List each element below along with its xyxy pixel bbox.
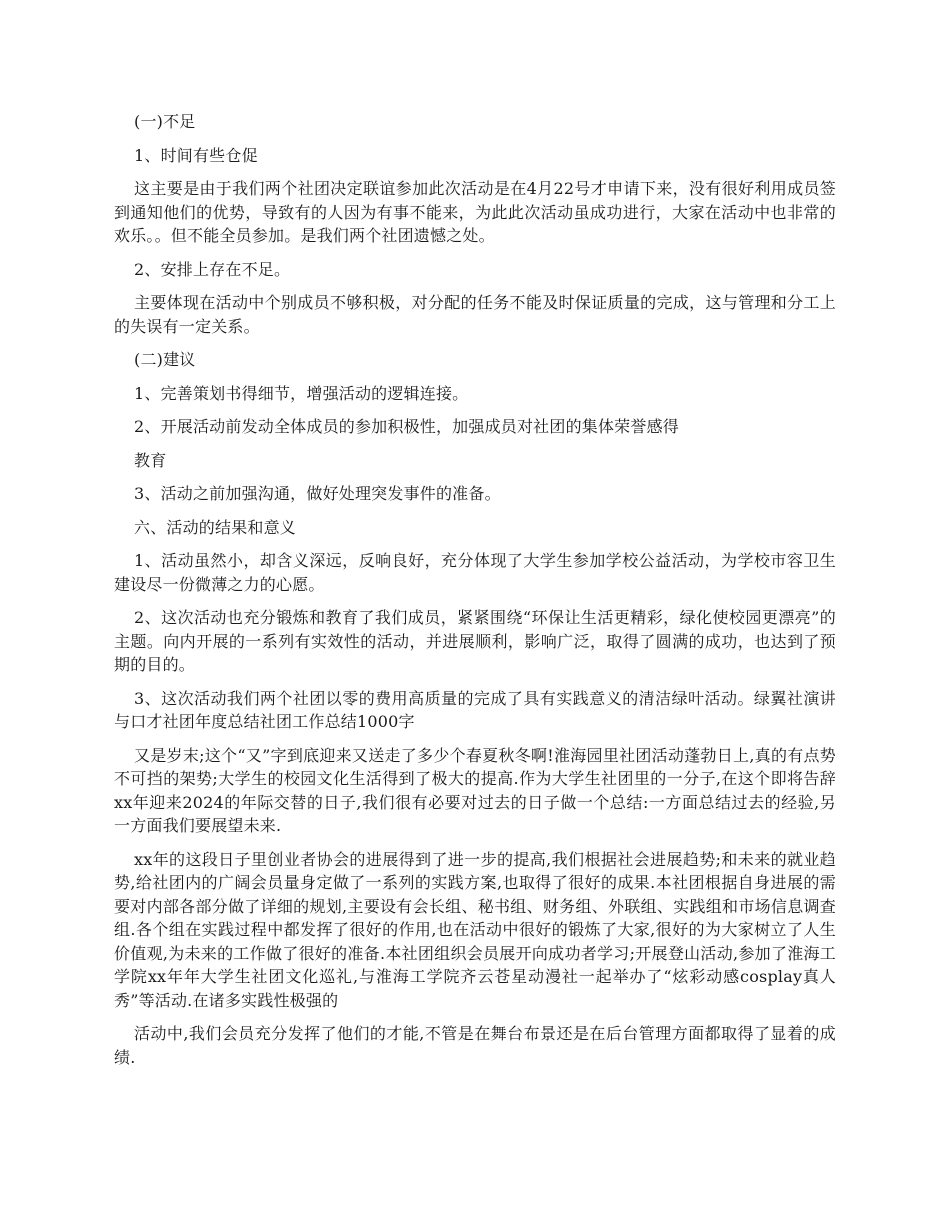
subheading-arrangement: 2、安排上存在不足。 [134,259,291,279]
subheading-time-rushed: 1、时间有些仓促 [134,145,258,165]
section-heading-suggestions: (二)建议 [134,350,196,369]
result-item-2: 2、这次活动也充分锻炼和教育了我们成员，紧紧围绕“环保让生活更精彩，绿化使校园更漂亮”的主题。向内开展的一系列有实效性的活动，并进展顺利，影响广泛，取得了圆满的成功，也达到了预期的目的。 [114,608,836,674]
result-item-3: 3、这次活动我们两个社团以零的费用高质量的完成了具有实践意义的清洁绿叶活动。绿翼社演讲与口才社团年度总结社团工作总结1000字 [114,688,836,731]
paragraph-arrangement-explanation: 主要体现在活动中个别成员不够积极，对分配的任务不能及时保证质量的完成，这与管理和分工上的失误有一定关系。 [114,293,836,336]
paragraph-year-end: 又是岁末;这个“又”字到底迎来又送走了多少个春夏秋冬啊!淮海园里社团活动蓬勃日上,真的有点势不可挡的架势;大学生的校园文化生活得到了极大的提高.作为大学生社团里的一分子,在这个即将告辞xx年迎来2024的年际交替的日子,我们很有必要对过去的日子做一个总结:一方面总结过去的经验,另一方面我们要展望未来. [114,745,836,835]
suggestion-item-3: 3、活动之前加强沟通，做好处理突发事件的准备。 [134,484,501,503]
result-item-1: 1、活动虽然小，却含义深远，反响良好，充分体现了大学生参加学校公益活动，为学校市容卫生建设尽一份微薄之力的心愿。 [114,551,836,594]
section-heading-results: 六、活动的结果和意义 [134,517,297,537]
paragraph-association-progress: xx年的这段日子里创业者协会的进展得到了进一步的提高,我们根据社会进展趋势;和未来的就业趋势,给社团内的广阔会员量身定做了一系列的实践方案,也取得了很好的成果.本社团根据自身进展的需要对内部各部分做了详细的规划,主要设有会长组、秘书组、财务组、外联组、实践组和市场信息调查组.各个组在实践过程中都发挥了很好的作用,也在活动中很好的锻炼了大家,很好的为大家树立了人生价值观,为未来的工作做了很好的准备.本社团组织会员展开向成功者学习;开展登山活动,参加了淮海工学院xx年年大学生社团文化巡礼,与淮海工学院齐云苍星动漫社一起举办了“炫彩动感cosplay真人秀”等活动.在诸多实践性极强的 [114,849,836,1010]
paragraph-time-explanation: 这主要是由于我们两个社团决定联谊参加此次活动是在4月22号才申请下来，没有很好利用成员签到通知他们的优势，导致有的人因为有事不能来，为此此次活动虽成功进行，大家在活动中也非常的欢乐。。但不能全员参加。是我们两个社团遗憾之处。 [114,179,836,245]
suggestion-item-2: 2、开展活动前发动全体成员的参加积极性，加强成员对社团的集体荣誉感得 [134,417,679,436]
paragraph-member-achievements: 活动中,我们会员充分发挥了他们的才能,不管是在舞台布景还是在后台管理方面都取得了显着的成绩. [114,1024,836,1067]
suggestion-item-1: 1、完善策划书得细节，增强活动的逻辑连接。 [134,383,469,403]
section-heading-shortcomings: (一)不足 [134,112,196,131]
document-page [114,110,836,1079]
suggestion-item-2-continuation: 教育 [134,450,167,470]
